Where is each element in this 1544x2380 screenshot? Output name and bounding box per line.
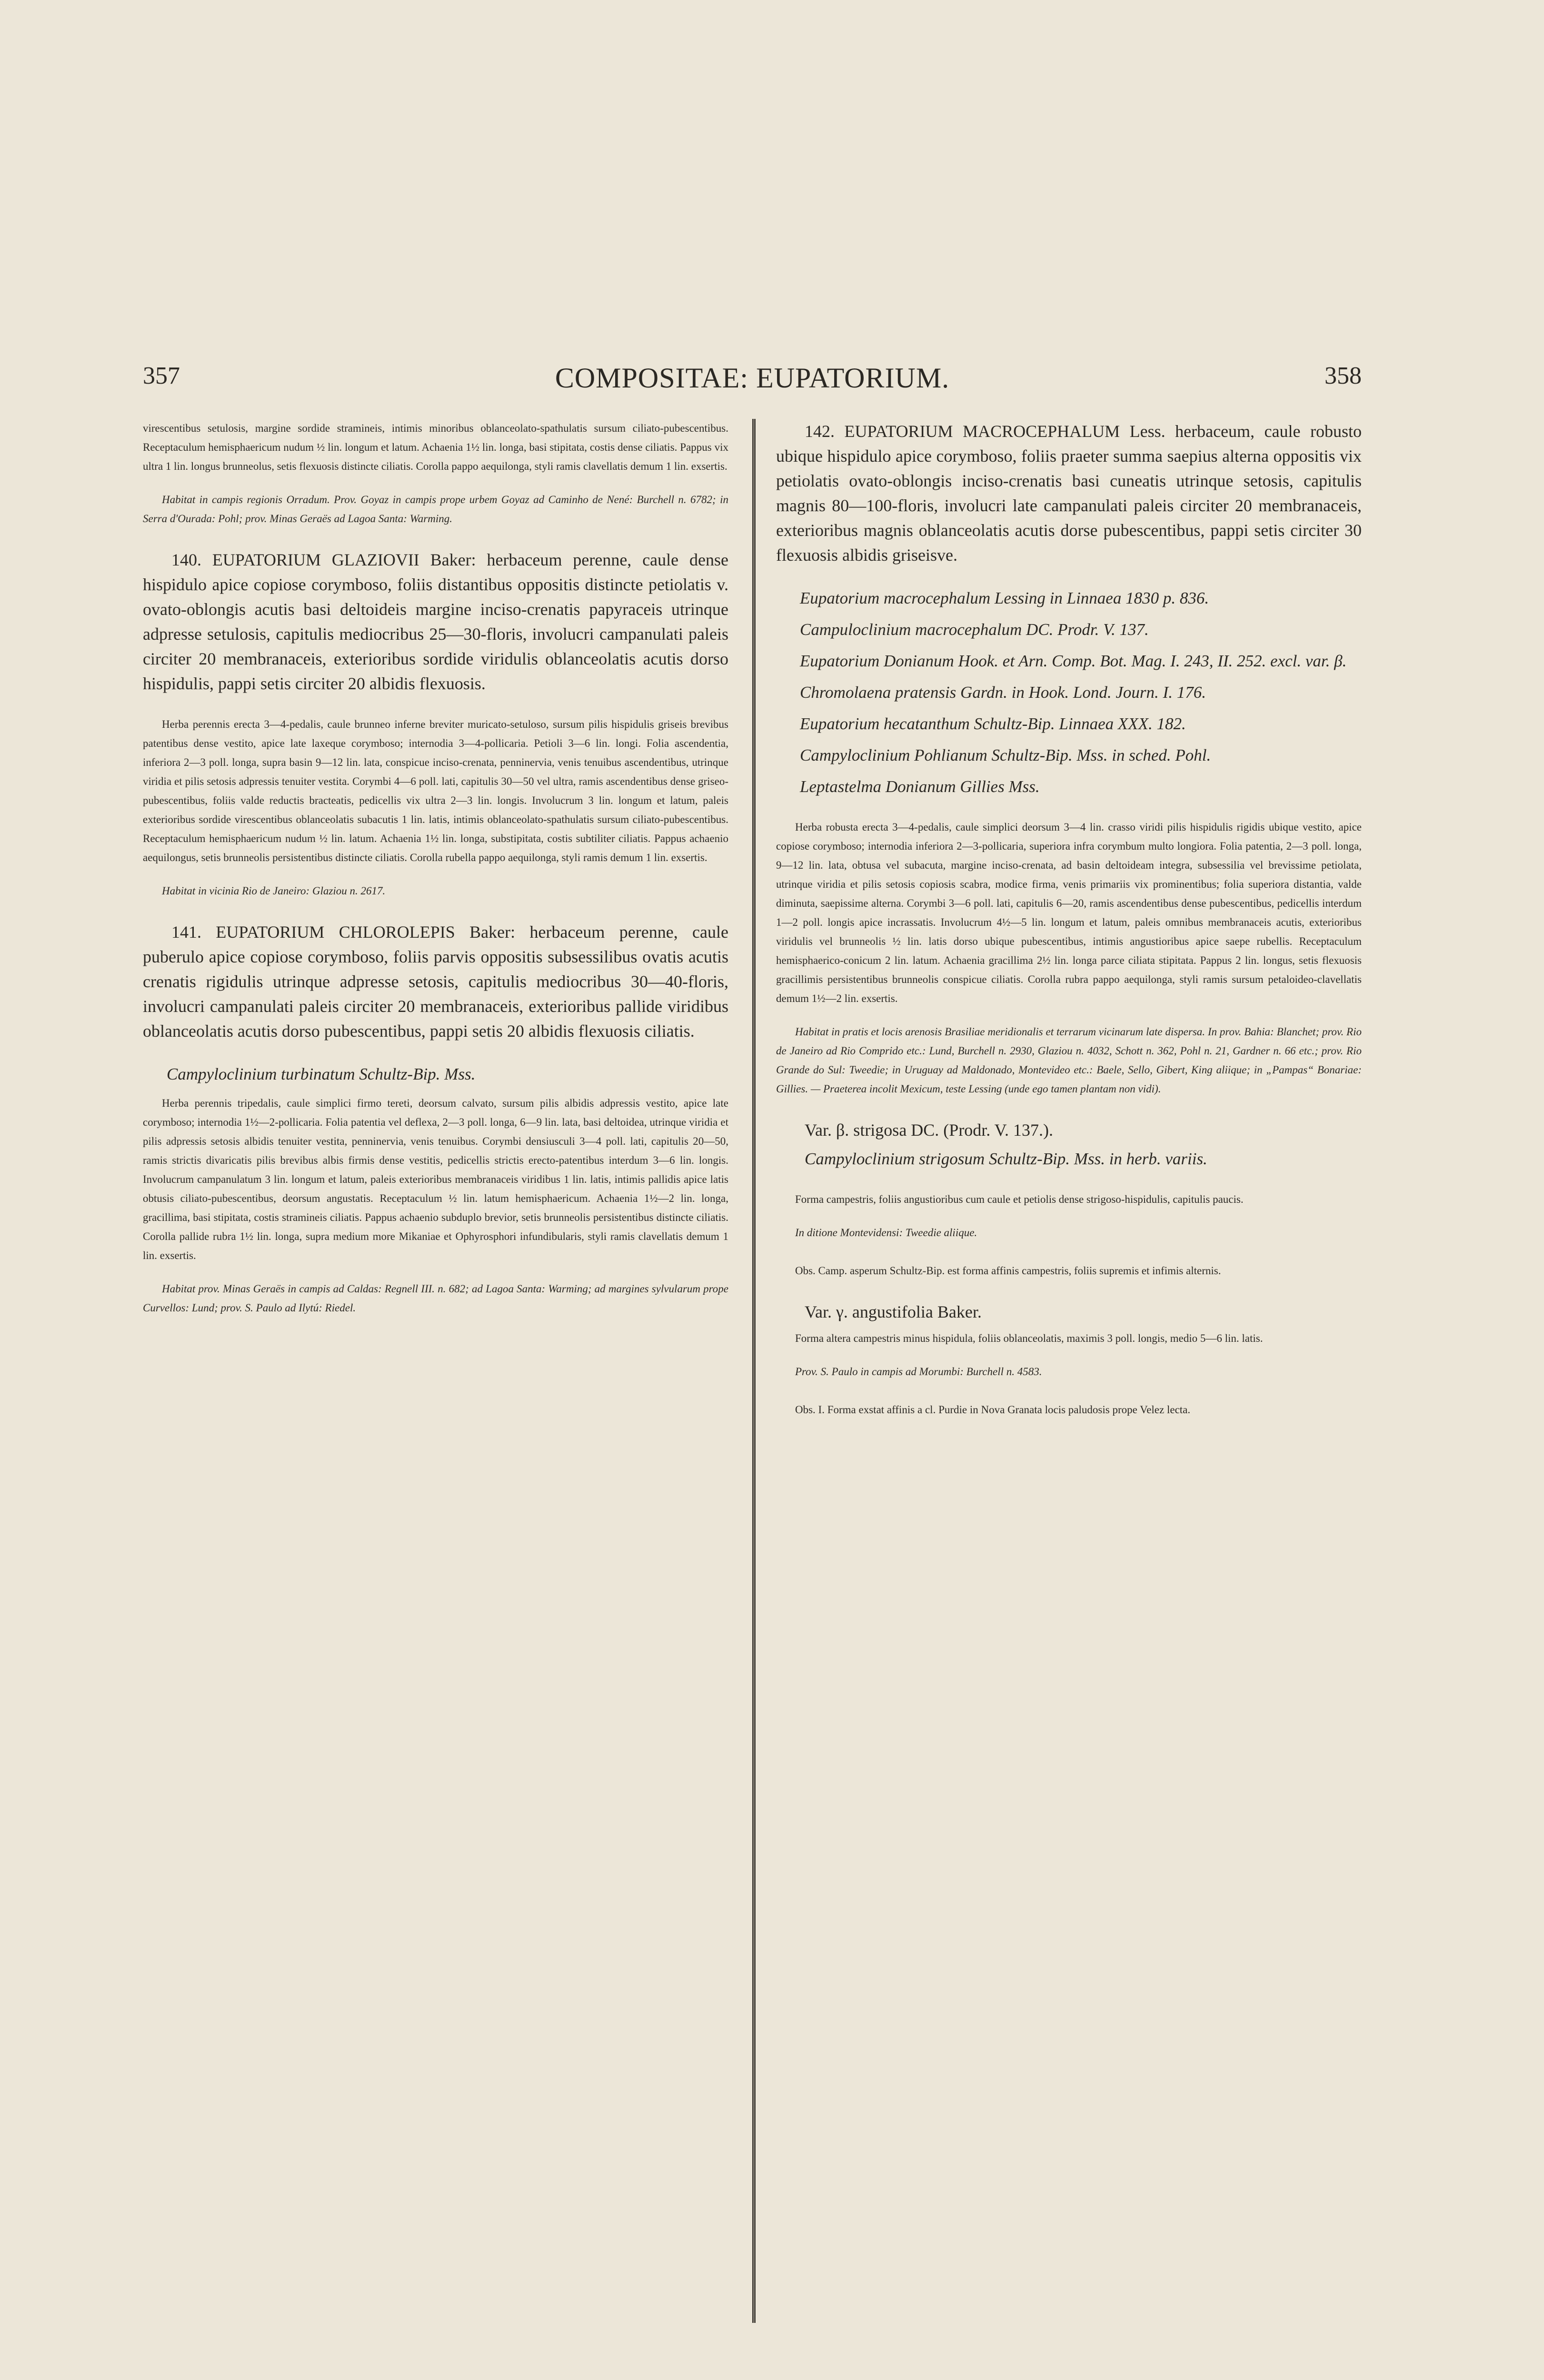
species-140-diagnosis: 140. EUPATORIUM GLAZIOVII Baker: herbaceum perenne, caule dense hispidulo apice copiose corymboso, foliis distantibus oppositis distincte petiolatis v. ovato-oblongis acutis basi deltoideis margine inciso-crenatis papyraceis utrinque adpresse setulosis, capitulis mediocribus 25—30-floris, involucri campanulati paleis circiter 20 membranaceis, exterioribus sordide viridulis oblanceolatis acutis dorso hispidulis, pappi setis circiter 20 albidis flexuosis. [143, 550, 728, 693]
synonym-entry: Campyloclinium Pohlianum Schultz-Bip. Mss. in sched. Pohl. [800, 746, 1211, 764]
continuation-description: virescentibus setulosis, margine sordide stramineis, intimis minoribus oblanceolato-spathulatis sursum ciliato-pubescentibus. Receptaculum hemisphaericum nudum ½ lin. longum et latum. Achaenia 1½ lin. longa, basi stipitata, costis dense ciliatis. Pappus vix ultra 1 lin. longus brunneolus, setis flexuosis distincte ciliatis. Corolla pappo aequilonga, styli ramis clavellatis demum 1 lin. exsertis. [143, 422, 728, 472]
species-140-habitat: Habitat in vicinia Rio de Janeiro: Glaziou n. 2617. [162, 885, 386, 897]
continuation-habitat: Habitat in campis regionis Orradum. Prov. Goyaz in campis prope urbem Goyaz ad Caminho de Nené: Burchell n. 6782; in Serra d'Ourada: Pohl; prov. Minas Geraës ad Lagoa Santa: Warming. [143, 494, 728, 525]
species-142-diagnosis: 142. EUPATORIUM MACROCEPHALUM Less. herbaceum, caule robusto ubique hispidulo apice corymboso, foliis praeter summa saepius alterna oppositis vix petiolatis ovato-oblongis inciso-crenatis basi cuneatis utrinque setosis, capitulis magnis 80—100-floris, involucri late campanulati paleis circiter 20 membranaceis, exterioribus magnis oblanceolatis acutis dorse pubescentibus, pappi setis circiter 30 flexuosis albidis griseisve. [776, 422, 1362, 565]
species-142-synonymy [776, 586, 1362, 799]
running-title: COMPOSITAE: EUPATORIUM. [555, 362, 950, 394]
synonym-entry: Eupatorium macrocephalum Lessing in Linnaea 1830 p. 836. [800, 589, 1209, 607]
page-number-right: 358 [1325, 362, 1362, 389]
species-141-synonym: Campyloclinium turbinatum Schultz-Bip. Mss. [167, 1065, 476, 1083]
variety-beta-habitat: In ditione Montevidensi: Tweedie aliique. [795, 1227, 977, 1239]
species-141-description: Herba perennis tripedalis, caule simplici firmo tereti, deorsum calvato, sursum pilis albidis adpressis vestito, apice late corymboso; internodia 1½—2-pollicaria. Folia patentia vel deflexa, 2—3 poll. longa, 6—9 lin. lata, basi deltoidea, utrinque viridia et pilis adpressis setosis albidis tenuiter vestita, penninervia, venis tenuibus. Corymbi densiusculi 3—4 poll. lati, capitulis 20—50, ramis strictis divaricatis pilis brevibus albis firmis dense vestitis, pedicellis strictis erecto-patentibus interdum 3—6 lin. longis. Involucrum campanulatum 3 lin. longum et latum, paleis exterioribus membranaceis viridibus 1 lin. latis, intimis pallidis apice latis obtusis ciliato-pubescentibus, deorsum angustatis. Receptaculum ½ lin. latum hemisphaericum. Achaenia 1½—2 lin. longa, gracillima, basi stipitata, costis stramineis ciliatis. Pappus achaenio subduplo brevior, setis brunneolis persistentibus distincte ciliatis. Corolla pallide rubra 1½ lin. longa, supra medium more Mikaniae et Ophyrosphori infundibularis, styli ramis clavellatis demum 1 lin. exsertis. [143, 1097, 728, 1261]
species-140-description: Herba perennis erecta 3—4-pedalis, caule brunneo inferne breviter muricato-setuloso, sursum pilis hispidulis griseis brevibus patentibus dense vestito, apice late laxeque corymboso; internodia 3—4-pollicaria. Petioli 3—6 lin. longi. Folia ascendentia, inferiora 2—3 poll. longa, supra basin 9—12 lin. lata, conspicue inciso-crenata, penninervia, venis tenuibus ascendentibus, utrinque viridia et pilis setosis adpressis tenuiter vestita. Corymbi 4—6 poll. lati, capitulis 30—50 vel ultra, ramis ascendentibus dense griseo-pubescentibus, foliis valde reductis bracteatis, pedicellis vix ultra 2—3 lin. longis. Involucrum 3 lin. longum et latum, paleis exterioribus sordide virescentibus oblanceolatis subacutis 1 lin. latis, intimis oblanceolato-spathulatis sursum ciliato-pubescentibus. Receptaculum hemisphaericum nudum ½ lin. latum. Achaenia 1½ lin. longa, substipitata, costis subtiliter ciliatis. Pappus achaenio aequilongus, setis brunneolis persistentibus distincte ciliatis. Corolla rubella pappo aequilonga, styli ramis demum 1 lin. exsertis. [143, 718, 728, 863]
synonym-entry: Leptastelma Donianum Gillies Mss. [800, 777, 1040, 796]
variety-beta-synonym: Campyloclinium strigosum Schultz-Bip. Mss. in herb. variis. [805, 1150, 1207, 1168]
synonym-entry: Eupatorium hecatanthum Schultz-Bip. Linnaea XXX. 182. [800, 714, 1186, 733]
variety-gamma-heading: Var. γ. angustifolia Baker. [805, 1302, 982, 1321]
left-column [143, 419, 728, 2323]
variety-gamma-description: Forma altera campestris minus hispidula, foliis oblanceolatis, maximis 3 poll. longis, medio 5—6 lin. latis. [795, 1332, 1263, 1344]
final-observation: Obs. I. Forma exstat affinis a cl. Purdie in Nova Granata locis paludosis prope Velez lecta. [795, 1404, 1191, 1416]
species-141-habitat: Habitat prov. Minas Geraës in campis ad Caldas: Regnell III. n. 682; ad Lagoa Santa: Warming; ad margines sylvularum prope Curvellos: Lund; prov. S. Paulo ad Ilytú: Riedel. [143, 1283, 728, 1314]
variety-beta-heading: Var. β. strigosa DC. (Prodr. V. 137.). [805, 1121, 1053, 1140]
synonym-entry: Chromolaena pratensis Gardn. in Hook. Lond. Journ. I. 176. [800, 683, 1206, 702]
variety-beta-description: Forma campestris, foliis angustioribus cum caule et petiolis dense strigoso-hispidulis, capitulis paucis. [795, 1193, 1244, 1205]
page-header [143, 362, 1362, 405]
page-number-left: 357 [143, 362, 180, 389]
species-141-diagnosis: 141. EUPATORIUM CHLOROLEPIS Baker: herbaceum perenne, caule puberulo apice copiose corymboso, foliis parvis oppositis subsessilibus ovatis acutis crenatis rigidulis utrinque adpresse setosis, capitulis mediocribus 30—40-floris, involucri campanulati paleis circiter 20 membranaceis, exterioribus pallide viridibus oblanceolatis acutis dorso pubescentibus, pappi setis 20 albidis flexuosis ciliatis. [143, 922, 728, 1041]
species-142-habitat: Habitat in pratis et locis arenosis Brasiliae meridionalis et terrarum vicinarum late dispersa. In prov. Bahia: Blanchet; prov. Rio de Janeiro ad Rio Comprido etc.: Lund, Burchell n. 2930, Glaziou n. 4032, Schott n. 362, Pohl n. 21, Gardner n. 66 etc.; prov. Rio Grande do Sul: Tweedie; in Uruguay ad Maldonado, Montevideo etc.: Baele, Sello, Gibert, King aliique; in „Pampas“ Bonariae: Gillies. — Praeterea incolit Mexicum, teste Lessing (unde ego tamen plantam non vidi). [776, 1026, 1362, 1095]
synonym-entry: Eupatorium Donianum Hook. et Arn. Comp. Bot. Mag. I. 243, II. 252. excl. var. β. [800, 652, 1347, 670]
column-divider [752, 419, 756, 2323]
right-column [776, 419, 1362, 2323]
variety-beta-observation: Obs. Camp. asperum Schultz-Bip. est forma affinis campestris, foliis supremis et infimis alternis. [795, 1265, 1221, 1277]
synonym-entry: Campuloclinium macrocephalum DC. Prodr. V. 137. [800, 620, 1149, 639]
variety-gamma-habitat: Prov. S. Paulo in campis ad Morumbi: Burchell n. 4583. [795, 1366, 1042, 1378]
species-142-description: Herba robusta erecta 3—4-pedalis, caule simplici deorsum 3—4 lin. crasso viridi pilis hispidulis rigidis ubique vestito, apice copiose corymboso; internodia inferiora 2—3-pollicaria, superiora infra corymbum multo longiora. Folia patentia, 2—3 poll. longa, 9—12 lin. lata, obtusa vel subacuta, margine inciso-crenata, ad basin deltoideam integra, subsessilia vel brevissime petiolata, utrinque viridia et pilis setosis copiosis scabra, modice firma, venis primariis vix prominentibus; folia superiora distantia, valde diminuta, saepissime alterna. Corymbi 3—6 poll. lati, capitulis 6—20, ramis ascendentibus dense pubescentibus, pedicellis interdum 1—2 poll. longis apice incrassatis. Involucrum 4½—5 lin. longum et latum, paleis omnibus membranaceis acutis, exterioribus viridulis vel brunneolis ½ lin. latis dorso ubique pubescentibus, intimis angustioribus apice saepe rubellis. Receptaculum hemisphaerico-conicum 2 lin. latum. Achaenia gracillima 2½ lin. longa parce ciliata stipitata. Pappus 2 lin. longus, setis flexuosis gracillimis persistentibus brunneolis conspicue ciliatis. Corolla rubra pappo aequilonga, styli ramis sursum petaloideo-clavellatis demum 1½—2 lin. exsertis. [776, 821, 1362, 1004]
